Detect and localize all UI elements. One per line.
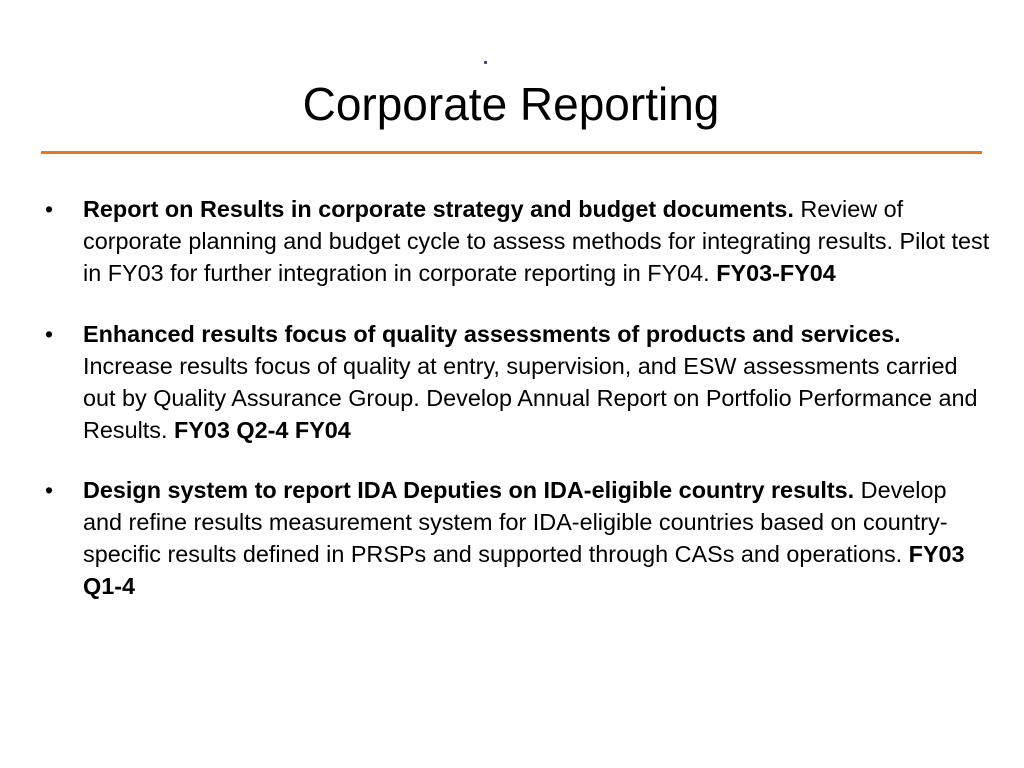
- decorative-dot: [484, 61, 487, 64]
- bullet-icon: •: [45, 321, 54, 347]
- bullet-lead: Enhanced results focus of quality assessments of products and services.: [83, 321, 901, 347]
- bullet-body: Increase results focus of quality at entry, supervision, and ESW assessments carried out by Quality Assurance Group. Develop Annual Report on Portfolio Performance and Results.: [83, 353, 978, 443]
- bullet-item-corporate-strategy: [40, 193, 990, 289]
- bullet-body: Develop and refine results measurement system for IDA-eligible countries based on country-specific results defined in PRSPs and supported through CASs and operations.: [83, 477, 948, 567]
- bullet-icon: •: [45, 196, 54, 222]
- bullet-list: [40, 193, 990, 631]
- bullet-icon: •: [45, 477, 54, 503]
- bullet-item-quality-assessments: [40, 318, 990, 446]
- bullet-item-ida-reporting: [40, 474, 990, 602]
- bullet-body: Review of corporate planning and budget cycle to assess methods for integrating results. Pilot test in FY03 for further integration in corporate reporting in FY04.: [83, 196, 990, 286]
- bullet-timing: FY03 Q2-4 FY04: [174, 417, 351, 443]
- bullet-lead: Report on Results in corporate strategy and budget documents.: [83, 196, 794, 222]
- slide-title: Corporate Reporting: [302, 78, 720, 130]
- bullet-timing: FY03 Q1-4: [83, 541, 965, 599]
- bullet-timing: FY03-FY04: [716, 260, 836, 286]
- bullet-lead: Design system to report IDA Deputies on IDA-eligible country results.: [83, 477, 855, 503]
- title-divider: [41, 151, 982, 154]
